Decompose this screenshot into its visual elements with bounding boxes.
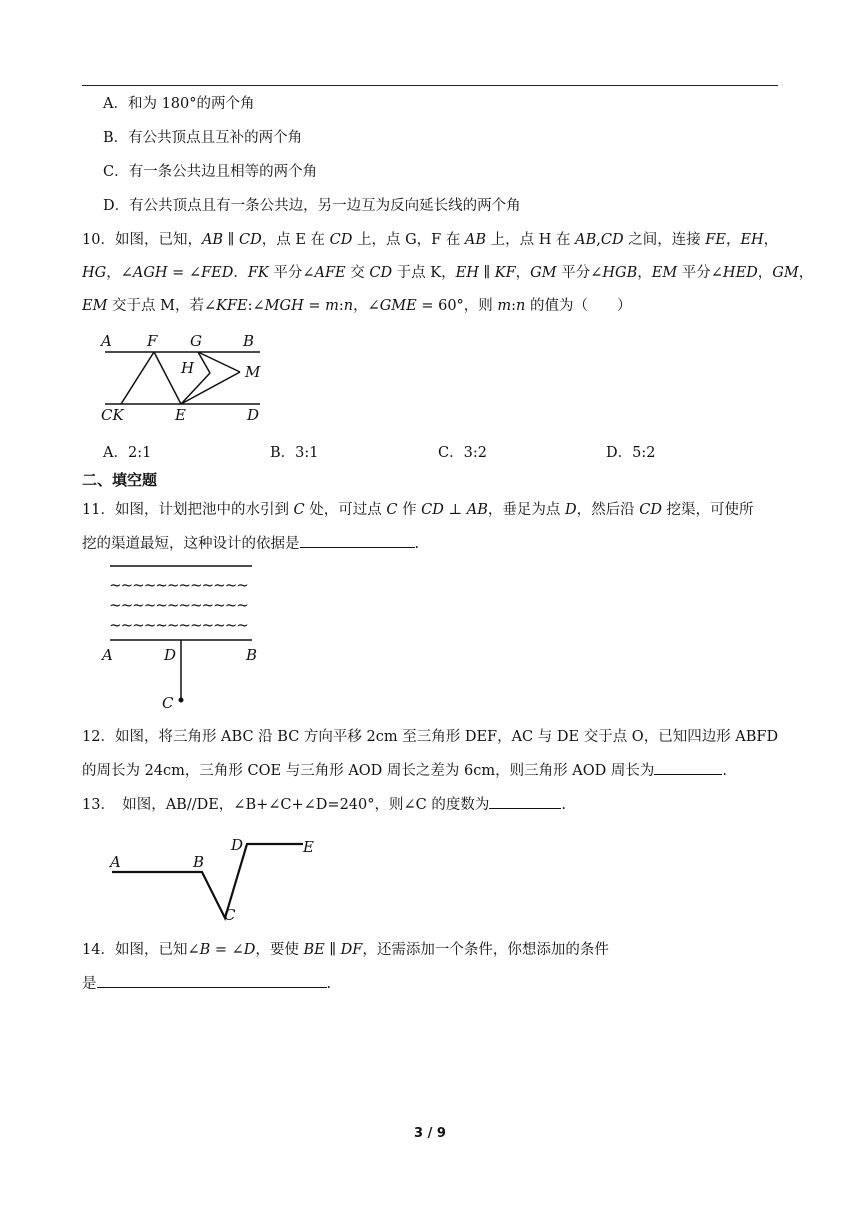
q10-label-h: H <box>181 359 195 377</box>
q11-label-d: D <box>164 646 177 664</box>
q14-answer-blank[interactable] <box>97 973 327 988</box>
header-rule <box>82 85 778 86</box>
q10-option-c: C．3:2 <box>438 445 487 461</box>
q11-stem-line2 <box>82 533 419 554</box>
q11-label-b: B <box>246 646 258 664</box>
q10-label-f: F <box>147 332 158 350</box>
section-title-fill-in: 二、填空题 <box>82 471 158 489</box>
q12-answer-blank[interactable] <box>654 760 722 775</box>
q12-stem-line1: 12．如图，将三角形 ABC 沿 BC 方向平移 2cm 至三角形 DEF，AC 与 DE 交于点 O，已知四边形 ABFD <box>82 729 779 745</box>
q12-stem-suffix: . <box>722 763 727 779</box>
q9-option-a: A．和为 180°的两个角 <box>103 96 255 112</box>
q11-label-a: A <box>102 646 113 664</box>
q11-stem-line1: 11．如图，计划把池中的水引到 𝐶 处，可过点 𝐶 作 𝐶𝐷 ⊥ 𝐴𝐵，垂足为点 𝐷，然后沿 𝐶𝐷 挖渠，可使所 <box>82 502 754 518</box>
q10-option-a: A．2:1 <box>103 445 152 461</box>
q13-label-e: E <box>303 838 314 856</box>
q10-stem-line3: 𝐸𝑀 交于点 M，若∠𝐾𝐹𝐸:∠𝑀𝐺𝐻 = 𝑚:𝑛，∠𝐺𝑀𝐸 = 60°，则 𝑚:𝑛 的值为（ ） <box>82 298 632 314</box>
q10-label-g: G <box>190 332 202 350</box>
q10-stem-line1: 10．如图，已知，𝐴𝐵 ∥ 𝐶𝐷，点 E 在 𝐶𝐷 上，点 G，F 在 𝐴𝐵 上，点 H 在 𝐴𝐵,𝐶𝐷 之间，连接 𝐹𝐸，𝐸𝐻， <box>82 232 779 248</box>
q10-stem-line2: 𝐻𝐺，∠𝐴𝐺𝐻 = ∠𝐹𝐸𝐷．𝐹𝐾 平分∠𝐴𝐹𝐸 交 𝐶𝐷 于点 K，𝐸𝐻 ∥ 𝐾𝐹，𝐺𝑀 平分∠𝐻𝐺𝐵，𝐸𝑀 平分∠𝐻𝐸𝐷，𝐺𝑀， <box>82 265 814 281</box>
q13-stem <box>82 794 566 815</box>
q14-stem-line1: 14．如图，已知∠𝐵 = ∠𝐷，要使 𝐵𝐸 ∥ 𝐷𝐹，还需添加一个条件，你想添加的条件 <box>82 942 609 958</box>
q13-label-d: D <box>231 836 244 854</box>
q10-label-d: D <box>247 406 260 424</box>
page-number: 3 / 9 <box>414 1126 446 1141</box>
q11-water-wave-3: ~~~~~~~~~~~~ <box>109 616 248 634</box>
q12-stem-line2 <box>82 760 727 781</box>
q11-answer-blank[interactable] <box>300 533 415 548</box>
q13-label-b: B <box>193 853 205 871</box>
q9-option-b: B．有公共顶点且互补的两个角 <box>103 130 303 146</box>
q10-label-m: M <box>245 363 261 381</box>
q11-figure <box>100 560 270 710</box>
q10-figure <box>95 330 280 425</box>
q13-stem-prefix: 13． 如图，AB//DE，∠B+∠C+∠D=240°，则∠C 的度数为 <box>82 797 490 813</box>
q14-stem-prefix: 是 <box>82 976 97 992</box>
q13-figure <box>100 832 330 927</box>
q10-label-e: E <box>175 406 186 424</box>
q14-stem-suffix: . <box>326 976 332 992</box>
q14-stem-line2 <box>82 973 331 994</box>
q10-label-b: B <box>243 332 255 350</box>
q13-label-a: A <box>110 853 121 871</box>
q10-option-b: B．3:1 <box>270 445 319 461</box>
q13-stem-suffix: . <box>561 797 566 813</box>
q10-label-ck: CK <box>101 406 124 424</box>
q10-label-a: A <box>101 332 112 350</box>
q9-option-d: D．有公共顶点且有一条公共边，另一边互为反向延长线的两个角 <box>103 198 521 214</box>
q9-option-c: C．有一条公共边且相等的两个角 <box>103 164 318 180</box>
q11-water-wave-2: ~~~~~~~~~~~~ <box>109 596 248 614</box>
q10-option-d: D．5:2 <box>606 445 656 461</box>
q11-label-c: C <box>162 694 174 710</box>
q11-stem-prefix: 挖的渠道最短，这种设计的依据是 <box>82 536 300 552</box>
q13-answer-blank[interactable] <box>489 794 561 809</box>
q11-stem-suffix: . <box>414 536 420 552</box>
q11-water-wave-1: ~~~~~~~~~~~~ <box>109 576 248 594</box>
q13-label-c: C <box>224 906 236 924</box>
q12-stem-prefix: 的周长为 24cm，三角形 COE 与三角形 AOD 周长之差为 6cm，则三角形 AOD 周长为 <box>82 763 655 779</box>
